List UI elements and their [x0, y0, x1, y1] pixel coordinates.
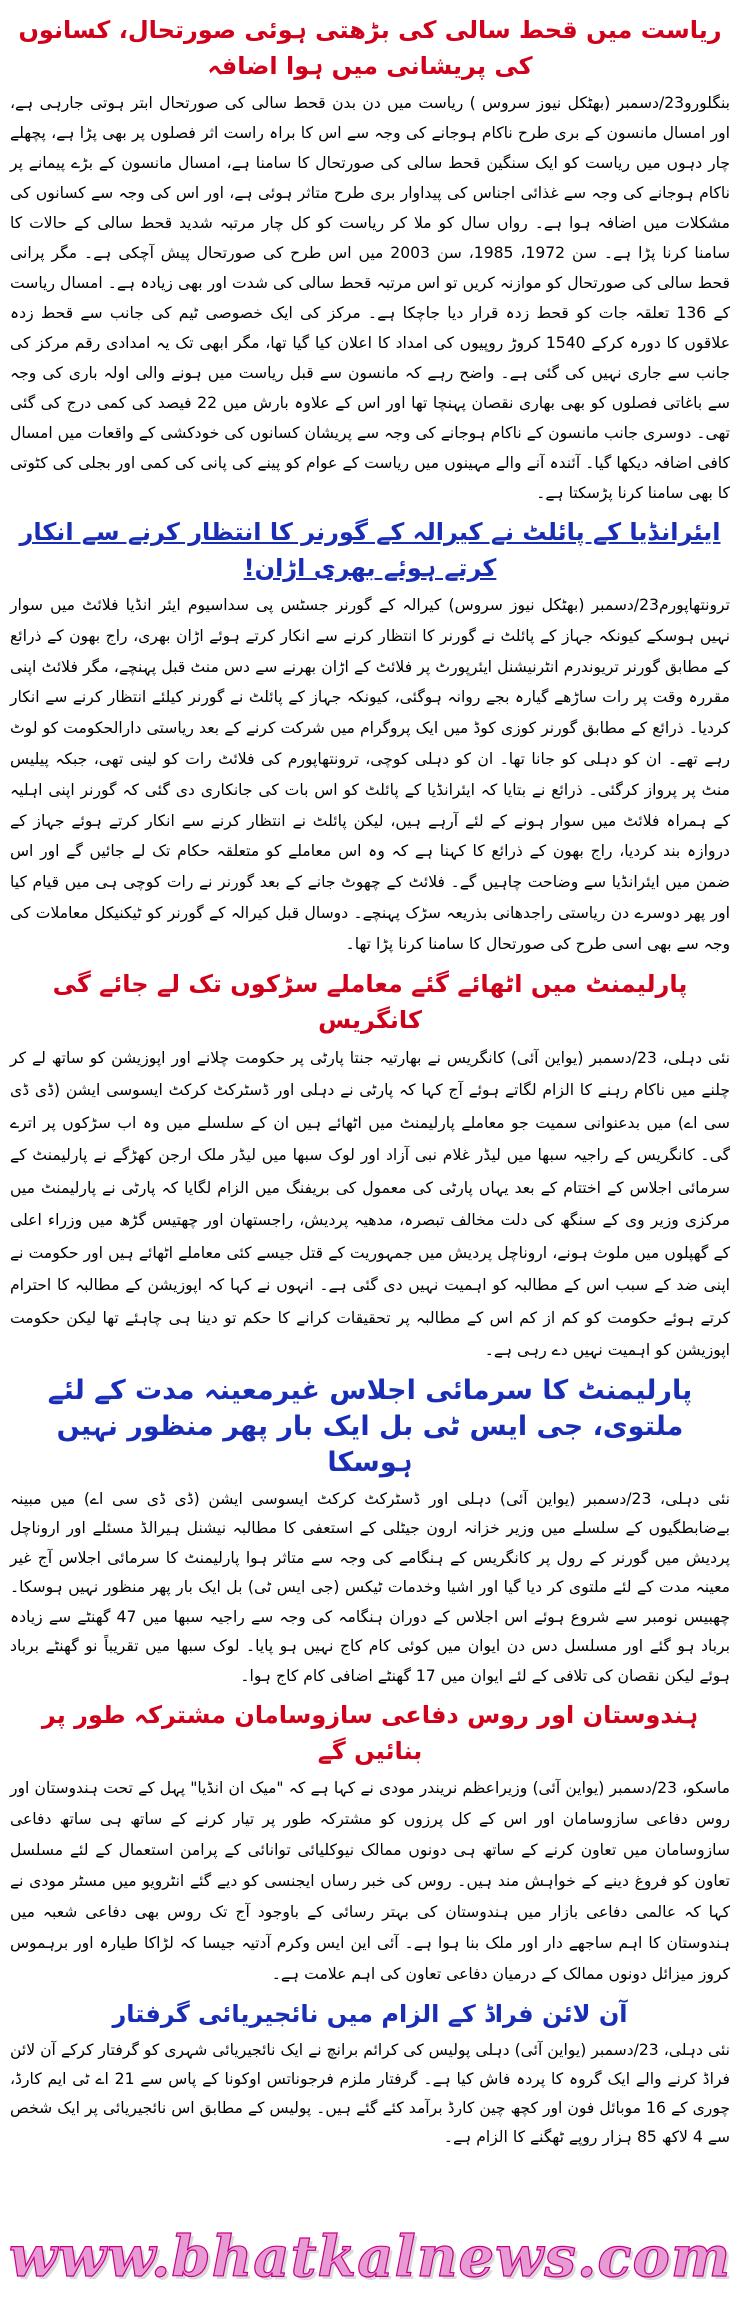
article-parliament — [10, 1373, 730, 1692]
article-headline[interactable]: ہندوستان اور روس دفاعی سازوسامان مشترکہ طور پر بنائیں گے — [41, 1701, 699, 1766]
article-drought — [10, 12, 730, 508]
article-online-fraud — [10, 1996, 730, 2152]
article-headline[interactable]: پارلیمنٹ کا سرمائی اجلاس غیرمعینہ مدت کے لئے ملتوی، جی ایس ٹی بل ایک بار پھر منظور نہیں ہوسکا — [47, 1374, 693, 1478]
article-air-india — [10, 514, 730, 960]
article-body: ترونتھاپورم23/دسمبر (بھٹکل نیوز سروس) کیرالہ کے گورنر جسٹس پی سداسیوم ایئر انڈیا فلائٹ میں سوار نہیں ہوسکے کیونکہ جہاز کے پائلٹ نے گورنر کا انتظار کرنے سے انکار کرتے ہوئے اڑان بھری، راج بھون کے ذرائع کے مطابق گورنر تریوندرم انٹرنیشنل ایئرپورٹ پر فلائٹ کے اڑان بھرنے سے دس منٹ قبل پہنچے، مگر فلائٹ اپنی مقررہ وقت پر رات ساڑھے گیارہ بجے روانہ ہوگئی، کیونکہ جہاز کے پائلٹ نے گورنر کیلئے انتظار کرنے سے انکار کردیا۔ ذرائع کے مطابق گورنر کوزی کوڈ میں ایک پروگرام میں شرکت کرنے کے بعد ریاستی دارالحکومت کو لوٹ رہے تھے۔ ان کو دہلی کو جانا تھا۔ ان کو دہلی کوچی، ترونتھاپورم کی فلائٹ رات کو لینی تھی، جبکہ پیلیس منٹ پر پرواز کرگئی۔ ذرائع نے بتایا کہ ایئرانڈیا کے پائلٹ کو اس بات کی جانکاری دی گئی کہ گورنر اپنی اہلیہ کے ہمراہ فلائٹ میں سوار ہونے کے لئے آرہے ہیں، لیکن پائلٹ نے انتظار کرنے سے انکار کرتے ہوئے جہاز کے دروازہ بند کردیا، راج بھون کے ذرائع کا کہنا ہے کہ وہ اس معاملے کو متعلقہ حکام تک لے جائیں گے اور اس ضمن میں ایئرانڈیا سے وضاحت چاہیں گے۔ فلائٹ کے چھوٹ جانے کے بعد گورنر نے رات کوچی ہی میں قیام کیا اور پھر دوسرے دن ریاستی راجدھانی بذریعہ سڑک پہنچے۔ دوسال قبل کیرالہ کے گورنر کو ٹیکنیکل معاملات کی وجہ سے بھی اسی طرح کی صورتحال کا سامنا کرنا پڑا تھا۔ — [10, 596, 730, 953]
article-congress — [10, 966, 730, 1367]
article-body: ماسکو، 23/دسمبر (یواین آئی) وزیراعظم نریندر مودی نے کہا ہے کہ "میک ان انڈیا" پہل کے تحت ہندوستان اور روس دفاعی سازوسامان اور اس کے کل پرزوں کو مشترکہ طور پر تیار کرنے کے ساتھ ہی ساتھ دفاعی سازوسامان میں تعاون کرنے کے ساتھ ہی دونوں ممالک نیوکلیائی توانائی کے پرامن استعمال کے لئے مسلسل تعاون کو فروغ دینے کے خواہش مند ہیں۔ روس کی خبر رساں ایجنسی کو دیے گئے انٹرویو میں مسٹر مودی نے کہا کہ عالمی دفاعی بازار میں ہندوستان کی بہتر رسائی کے باوجود آج تک روس بھی دفاعی شعبہ میں ہندوستان کا اہم ساجھے دار اور ملک بنا ہوا ہے۔ آئی این ایس وکرم آدتیہ جیسا کہ لڑاکا طیارہ اور برہموس کروز میزائل دونوں ممالک کے درمیان دفاعی تعاون کی اہم علامت ہے۔ — [10, 1779, 731, 1984]
article-body: نئی دہلی، 23/دسمبر (یواین آئی) دہلی پولیس کی کرائم برانچ نے ایک نائجیریائی شہری کو گرفتار کرکے آن لائن فراڈ کرنے والے ایک گروہ کا پردہ فاش کیا ہے۔ گرفتار ملزم فرجوناتس اوکونا کے پاس سے 21 اے ٹی ایم کارڈ، چوری کے 16 موبائل فون اور کچھ چین کارڈ برآمد کئے گئے ہیں۔ پولیس کے مطابق اس نائجیریائی پر ایک شخص سے 4 لاکھ 85 ہزار روپے ٹھگنے کا الزام ہے۔ — [10, 2041, 731, 2147]
article-headline[interactable]: ریاست میں قحط سالی کی بڑھتی ہوئی صورتحال، کسانوں کی پریشانی میں ہوا اضافہ — [18, 16, 722, 80]
article-body: نئی دہلی، 23/دسمبر (یواین آئی) کانگریس نے بھارتیہ جنتا پارٹی پر حکومت چلانے اور اپوزیشن کو ساتھ لے کر چلنے میں ناکام رہنے کا الزام لگاتے ہوئے آج کہا کہ پارٹی نے دہلی اور ڈسٹرکٹ کرکٹ ایسوسی ایشن (ڈی ڈی سی اے) میں بدعنوانی سمیت جو معاملے پارلیمنٹ میں اٹھائے ہیں ان کے سلسلے میں وہ اب سڑکوں پر اترے گی۔ کانگریس کے راجیہ سبھا میں لیڈر غلام نبی آزاد اور لوک سبھا میں لیڈر ملک ارجن کھڑگے نے پارلیمنٹ کے سرمائی اجلاس کے اختتام کے بعد یہاں پارٹی کی معمول کی بریفنگ میں الزام لگایا کہ پارٹی نے پارلیمنٹ میں مرکزی وزیر وی کے سنگھ کی دلت مخالف تبصرہ، مدھیہ پردیش، راجستھان اور چھتیس گڑھ میں وزراء اعلی کے گھپلوں میں ملوث ہونے، اروناچل پردیش میں جمہوریت کے قتل جیسے کئی معاملے اٹھائے ہیں اور حکومت نے اپنی ضد کے سبب اس کے مطالبہ کو اہمیت نہیں دی گئی ہے۔ انہوں نے کہا کہ اپوزیشن کے مطالبہ کا احترام کرتے ہوئے حکومت کو کم از کم اس کے مطالبہ پر تحقیقات کرانے کا حکم تو دینا ہی چاہئے تھا لیکن حکومت اپوزیشن کو اہمیت نہیں دے رہی ہے۔ — [10, 1048, 730, 1360]
article-headline[interactable]: ایئرانڈیا کے پائلٹ نے کیرالہ کے گورنر کا انتظار کرنے سے انکار کرتے ہوئے بھری اڑان! — [19, 518, 721, 582]
article-body: نئی دہلی، 23/دسمبر (یواین آئی) دہلی اور ڈسٹرکٹ کرکٹ ایسوسی ایشن (ڈی ڈی سی اے) میں مبینہ بےضابطگیوں کے سلسلے میں وزیر خزانہ ارون جیٹلی کے استعفی کا مطالبہ نیشنل ہیرالڈ مسئلے اور اروناچل پردیش میں گورنر کے رول پر کانگریس کے ہنگامے کی وجہ سے متاثر ہوا پارلیمنٹ کا سرمائی اجلاس آج غیر معینہ مدت کے لئے ملتوی کر دیا گیا اور اشیا وخدمات ٹیکس (جی ایس ٹی) بل ایک بار پھر منظور نہیں ہوسکا۔ چھبیس نومبر سے شروع ہوئے اس اجلاس کے دوران ہنگامہ کی وجہ سے راجیہ سبھا میں 47 گھنٹے سے زیادہ برباد ہو گئے اور مسلسل دس دن ایوان میں کوئی کام کاج نہیں ہو پایا۔ لوک سبھا میں تقریباً نو گھنٹے برباد ہوئے لیکن نقصان کی تلافی کے لئے ایوان میں 17 گھنٹے اضافی کام کاج ہوا۔ — [10, 1489, 730, 1685]
article-headline[interactable]: پارلیمنٹ میں اٹھائے گئے معاملے سڑکوں تک لے جائے گی کانگریس — [52, 969, 688, 1034]
article-body: بنگلورو23/دسمبر (بھٹکل نیوز سروس ) ریاست میں دن بدن قحط سالی کی صورتحال ابتر ہوتی جارہی ہے، اور امسال مانسون کے بری طرح ناکام ہوجانے کی وجہ سے اس کا براہ راست اثر فصلوں پر بھی پڑا ہے، پچھلے چار دہوں میں ریاست کو ایک سنگین قحط سالی کی صورتحال کا سامنا ہے، امسال مانسون کے بڑے پیمانے پر ناکام ہوجانے کی وجہ سے غذائی اجناس کی پیداوار بری طرح متاثر ہوئی ہے، اور اس کی وجہ سے کسانوں کی مشکلات میں اضافہ ہوا ہے۔ رواں سال کو ملا کر ریاست کو کل چار مرتبہ شدید قحط سالی کے حالات کا سامنا کرنا پڑا ہے۔ سن 1972، 1985، سن 2003 میں اس طرح کی صورتحال پیش آچکی ہے۔ مگر پرانی قحط سالی کی صورتحال کو موازنہ کریں تو اس مرتبہ قحط سالی کی شدت اور بھی زیادہ ہے۔ امسال ریاست کے 136 تعلقہ جات کو قحط زدہ قرار دیا جاچکا ہے۔ مرکز کی ایک خصوصی ٹیم کی جانب سے قحط زدہ علاقوں کا دورہ کرکے 1540 کروڑ روپیوں کی امداد کا اعلان کیا گیا تھا، مگر ابھی تک یہ امدادی رقم مرکز کی جانب سے جاری نہیں کی گئی ہے۔ واضح رہے کہ مانسون سے قبل ریاست میں ہونے والی اولہ باری کی وجہ سے باغاتی فصلوں کو بھی بھاری نقصان پہنچا تھا اور اس کے علاوہ بارش میں 22 فیصد کی کمی درج کی گئی تھی۔ دوسری جانب مانسون کے ناکام ہوجانے کی وجہ سے پریشان کسانوں کی خودکشی کے واقعات میں امسال کافی اضافہ دیکھا گیا۔ آئندہ آنے والے مہینوں میں ریاست کے عوام کو پینے کی پانی کی کمی اور بجلی کی کٹوتی کا بھی سامنا کرنا پڑسکتا ہے۔ — [10, 94, 731, 502]
article-india-russia — [10, 1697, 730, 1990]
site-logo[interactable]: www.bhatkalnews.com — [8, 2224, 732, 2290]
site-footer — [0, 2222, 740, 2292]
article-headline[interactable]: آن لائن فراڈ کے الزام میں نائجیریائی گرفتار — [112, 2000, 628, 2029]
